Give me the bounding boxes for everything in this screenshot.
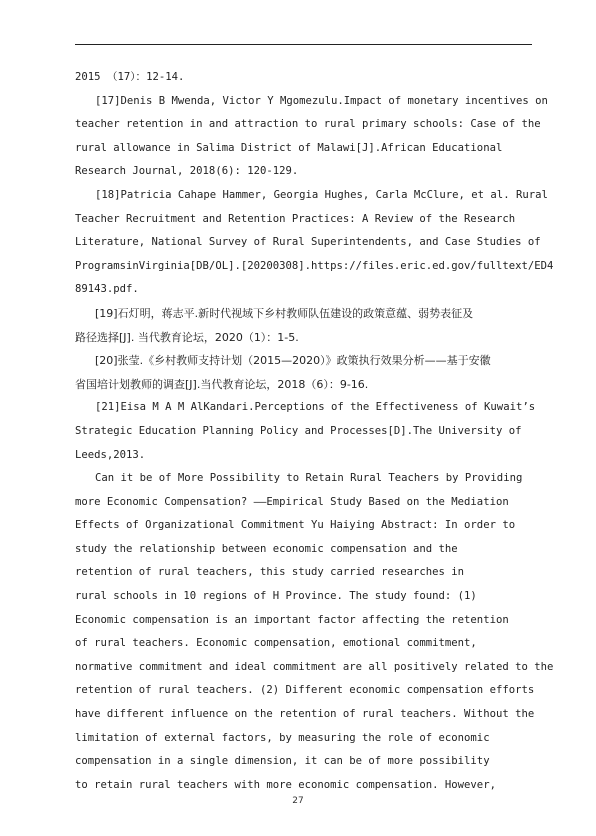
reference-line: Strategic Education Planning Policy and Processes[D].The University of bbox=[75, 424, 522, 437]
reference-line: 2015 （17）：12-14. bbox=[75, 71, 185, 83]
abstract-line: retention of rural teachers. (2) Different economic compensation efforts bbox=[75, 684, 535, 697]
abstract-line: compensation in a single dimension, it can be of more possibility bbox=[75, 755, 490, 768]
reference-18 bbox=[75, 184, 554, 302]
reference-line: rural allowance in Salima District of Malawi[J].African Educational bbox=[75, 141, 503, 154]
reference-17 bbox=[75, 90, 548, 184]
reference-line: Teacher Recruitment and Retention Practices: A Review of the Research bbox=[75, 212, 516, 225]
abstract-line: normative commitment and ideal commitment are all positively related to the bbox=[75, 660, 554, 673]
reference-line: [17]Denis B Mwenda, Victor Y Mgomezulu.Impact of monetary incentives on bbox=[95, 94, 548, 107]
abstract-line: more Economic Compensation? ——Empirical Study Based on the Mediation bbox=[75, 495, 509, 508]
reference-19 bbox=[75, 302, 532, 349]
abstract-line: have different influence on the retention of rural teachers. Without the bbox=[75, 708, 535, 721]
reference-line: [19]石灯明，蒋志平.新时代视域下乡村教师队伍建设的政策意蕴、弱势表征及 bbox=[95, 306, 474, 320]
reference-line: teacher retention in and attraction to rural primary schools: Case of the bbox=[75, 118, 541, 131]
reference-continuation bbox=[75, 66, 532, 90]
abstract-line: to retain rural teachers with more economic compensation. However, bbox=[75, 778, 496, 791]
abstract-line: Effects of Organizational Commitment Yu Haiying Abstract: In order to bbox=[75, 519, 516, 532]
header-rule bbox=[75, 44, 532, 45]
page-number: 27 bbox=[292, 796, 304, 806]
reference-line: 省国培计划教师的调查[J].当代教育论坛，2018（6）：9-16. bbox=[75, 377, 369, 391]
abstract-line: limitation of external factors, by measuring the role of economic bbox=[75, 731, 490, 744]
abstract-line: rural schools in 10 regions of H Province. The study found: (1) bbox=[75, 590, 477, 603]
reference-line: Leeds,2013. bbox=[75, 448, 146, 461]
reference-line: 路径选择[J]. 当代教育论坛，2020（1）：1-5. bbox=[75, 330, 299, 344]
abstract-line: of rural teachers. Economic compensation, emotional commitment, bbox=[75, 637, 477, 650]
page-content bbox=[75, 66, 554, 797]
reference-line: ProgramsinVirginia[DB/OL].[20200308].https://files.eric.ed.gov/fulltext/ED4 bbox=[75, 259, 554, 272]
reference-line: Literature, National Survey of Rural Superintendents, and Case Studies of bbox=[75, 236, 541, 249]
reference-line: Research Journal, 2018(6): 120-129. bbox=[75, 165, 299, 178]
reference-line: 89143.pdf. bbox=[75, 283, 139, 296]
english-abstract bbox=[75, 467, 554, 797]
reference-line: [21]Eisa M A M AlKandari.Perceptions of the Effectiveness of Kuwait’s bbox=[95, 401, 536, 414]
abstract-line: retention of rural teachers, this study carried researches in bbox=[75, 566, 465, 579]
abstract-line: study the relationship between economic compensation and the bbox=[75, 542, 458, 555]
reference-20 bbox=[75, 349, 532, 396]
abstract-line: Can it be of More Possibility to Retain Rural Teachers by Providing bbox=[95, 472, 523, 485]
reference-line: [20]张莹.《乡村教师支持计划（2015—2020）》政策执行效果分析——基于安徽 bbox=[95, 354, 491, 368]
abstract-line: Economic compensation is an important factor affecting the retention bbox=[75, 613, 509, 626]
reference-line: [18]Patricia Cahape Hammer, Georgia Hughes, Carla McClure, et al. Rural bbox=[95, 188, 548, 201]
reference-21 bbox=[75, 396, 536, 467]
